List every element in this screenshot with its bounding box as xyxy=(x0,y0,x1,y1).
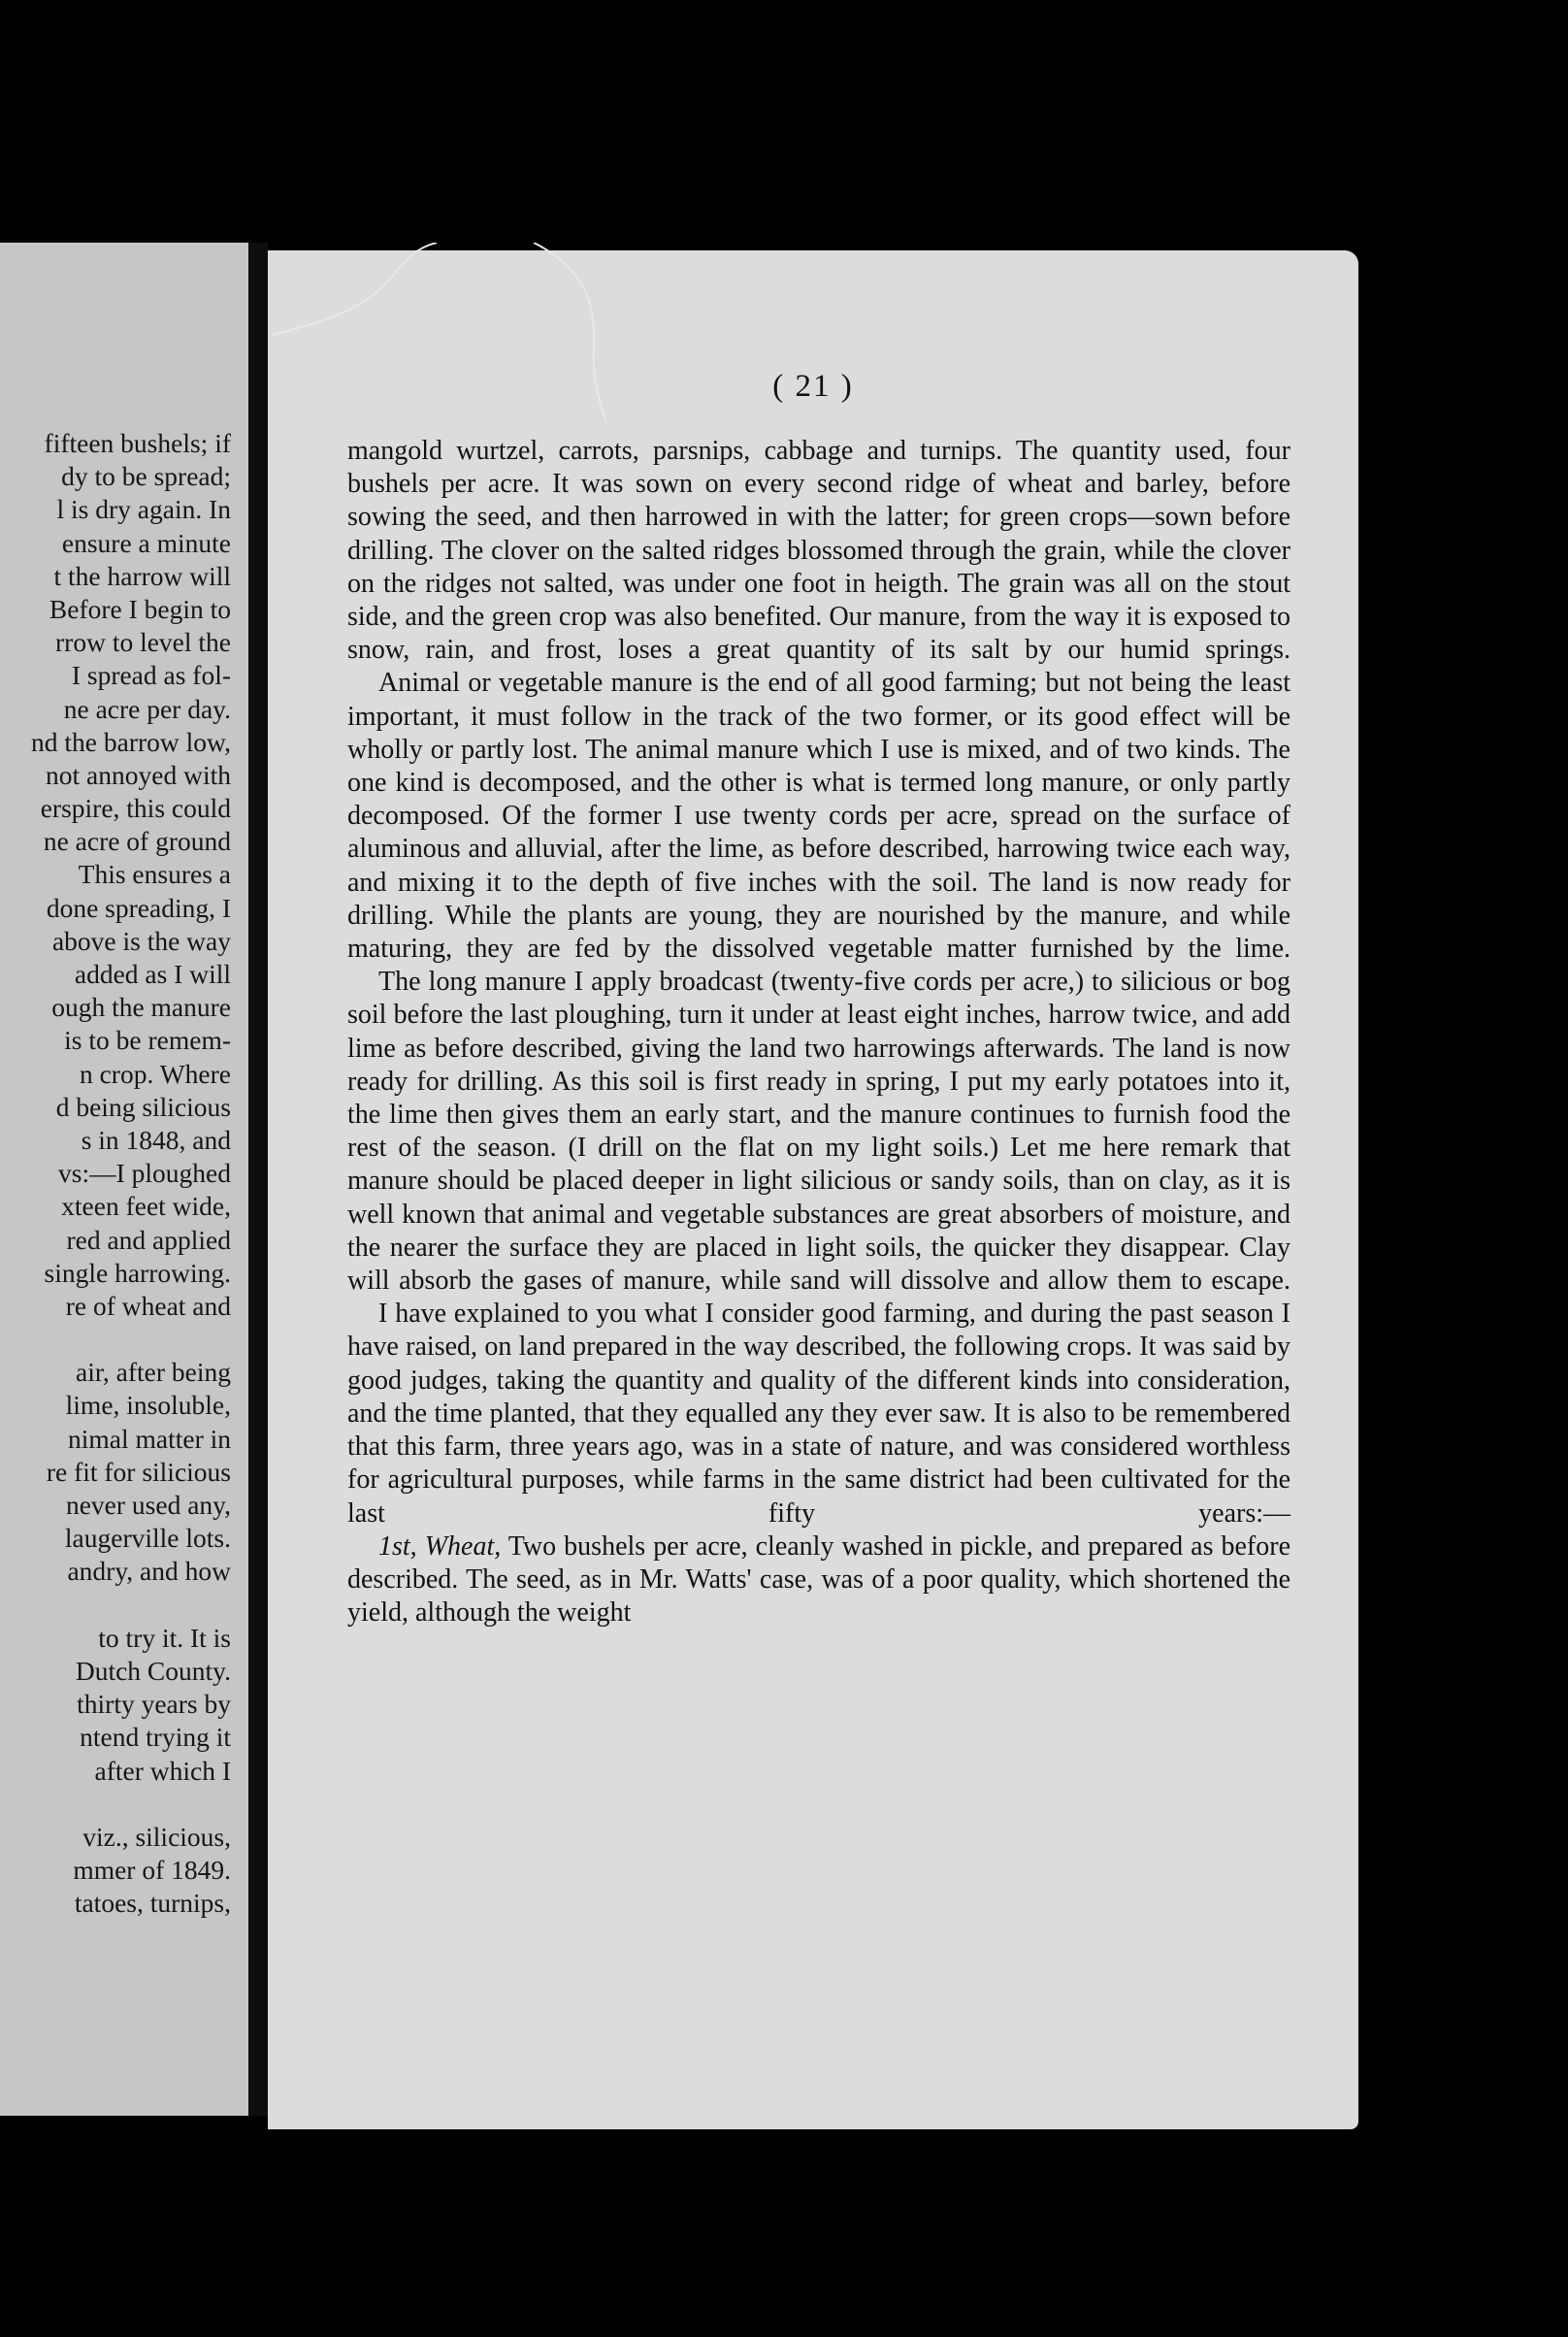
left-page-line: lime, insoluble, xyxy=(65,1390,231,1421)
left-page-line: mmer of 1849. xyxy=(73,1855,231,1886)
left-page-line: air, after being xyxy=(76,1357,231,1388)
left-page-line: andry, and how xyxy=(67,1556,231,1587)
left-page-line: to try it. It is xyxy=(98,1622,231,1653)
left-page-line: thirty years by xyxy=(77,1689,231,1720)
left-page-line: after which I xyxy=(94,1755,231,1786)
left-page-line: never used any, xyxy=(65,1490,231,1520)
left-page-line: This ensures a xyxy=(78,859,231,890)
left-page-line: tatoes, turnips, xyxy=(74,1888,231,1919)
left-page-line: nimal matter in xyxy=(67,1423,231,1454)
left-page-line: Dutch County. xyxy=(75,1655,231,1686)
left-page-line: single harrowing. xyxy=(44,1257,231,1288)
left-page-line: n crop. Where xyxy=(79,1058,231,1089)
left-page-line: erspire, this could xyxy=(40,793,231,824)
left-page-line: ntend trying it xyxy=(80,1722,231,1753)
paragraph-2: Animal or vegetable manure is the end of all good farming; but not being the least important, it must follow in the track of the two former, or its good effect will be wholly or partly lost. The animal manure which I use is mixed, and of two kinds. The one kind is decomposed, and the other is what is termed long manure, or only partly decomposed. Of the former I use twenty cords per acre, spread on the surface of aluminous and alluvial, after the lime, as before described, harrowing twice each way, and mixing it to the depth of five inches with the soil. The land is now ready for drilling. While the plants are young, they are nourished by the manure, and while maturing, they are fed by the dissolved vegetable matter furnished by the lime. xyxy=(347,668,1290,965)
left-page-line: s in 1848, and xyxy=(81,1124,231,1155)
left-page-line: re fit for silicious xyxy=(46,1456,231,1487)
left-page-line: l is dry again. In xyxy=(56,494,231,525)
left-page-line: dy to be spread; xyxy=(61,461,231,492)
left-page-line: re of wheat and xyxy=(65,1290,231,1321)
page-number: ( 21 ) xyxy=(772,369,854,404)
left-page-line: ne acre of ground xyxy=(43,826,231,857)
left-page-line xyxy=(0,1589,231,1622)
left-page-line: rrow to level the xyxy=(55,627,231,658)
stray-thread-mark xyxy=(272,243,640,437)
left-page xyxy=(0,243,248,2116)
paragraph-4: I have explained to you what I consider good farming, and during the past season I have raised, on land prepared in the way described, the following crops. It was said by good judges, taking the quantity and quality of the different kinds into consideration, and the time planted, that they equalled any they ever saw. It is also to be remembered that this farm, three years ago, was in a state of nature, and was considered worthless for agricultural purposes, while farms in the same district had been cultivated for the last fifty years:— xyxy=(347,1299,1290,1529)
left-page-line: I spread as fol- xyxy=(71,660,231,691)
left-page-line: xteen feet wide, xyxy=(61,1191,231,1222)
page-body xyxy=(347,435,1290,1629)
left-page-line xyxy=(0,1323,231,1356)
left-page-line: added as I will xyxy=(74,959,231,989)
left-page-line: fifteen bushels; if xyxy=(44,428,231,458)
left-page-line: ne acre per day. xyxy=(63,693,231,724)
left-page-line: is to be remem- xyxy=(64,1025,231,1056)
book-gutter xyxy=(248,243,268,2116)
left-page-line: ough the manure xyxy=(51,992,231,1023)
left-page-line: viz., silicious, xyxy=(82,1821,231,1852)
left-page-text xyxy=(0,427,231,1920)
paragraph-1: mangold wurtzel, carrots, parsnips, cabbage and turnips. The quantity used, four bushels per acre. It was sown on every second ridge of wheat and barley, before sowing the seed, and then harrowed in with the latter; for green crops—sown before drilling. The clover on the salted ridges blossomed through the grain, while the clover on the ridges not salted, was under one foot in heigth. The grain was all on the stout side, and the green crop was also benefited. Our manure, from the way it is exposed to snow, rain, and frost, loses a great quantity of its salt by our humid springs. xyxy=(347,436,1290,666)
paragraph-5 xyxy=(347,1531,1290,1630)
left-page-line: nd the barrow low, xyxy=(31,726,231,757)
right-page xyxy=(268,250,1358,2129)
left-page-line: not annoyed with xyxy=(46,759,231,790)
left-page-line: red and applied xyxy=(66,1224,231,1255)
paragraph-5-text: Two bushels per acre, cleanly washed in pickle, and prepared as before described. The seed, as in Mr. Watts' case, was of a poor quality, which shortened the yield, although the weight xyxy=(347,1531,1290,1629)
left-page-line: done spreading, I xyxy=(46,892,231,923)
left-page-line: Before I begin to xyxy=(49,593,231,624)
left-page-line xyxy=(0,1788,231,1821)
left-page-line: t the harrow will xyxy=(53,560,231,591)
left-page-line: vs:—I ploughed xyxy=(58,1158,231,1189)
paragraph-3: The long manure I apply broadcast (twenty-five cords per acre,) to silicious or bog soil before the last ploughing, turn it under at least eight inches, harrow twice, and add lime as before described, giving the land two harrowings afterwards. The land is now ready for drilling. As this soil is first ready in spring, I put my early potatoes into it, the lime then gives them an early start, and the manure continues to furnish food the rest of the season. (I drill on the flat on my light soils.) Let me here remark that manure should be placed deeper in light silicious or sandy soils, than on clay, as it is well known that animal and vegetable substances are great absorbers of moisture, and the nearer the surface they are placed in light soils, the quicker they disappear. Clay will absorb the gases of manure, while sand will dissolve and allow them to escape. xyxy=(347,967,1290,1297)
left-page-line: laugerville lots. xyxy=(64,1523,231,1554)
left-page-line: above is the way xyxy=(51,925,231,956)
paragraph-5-lead: 1st, Wheat, xyxy=(378,1531,502,1562)
left-page-line: d being silicious xyxy=(55,1091,231,1122)
left-page-line: ensure a minute xyxy=(61,527,231,558)
